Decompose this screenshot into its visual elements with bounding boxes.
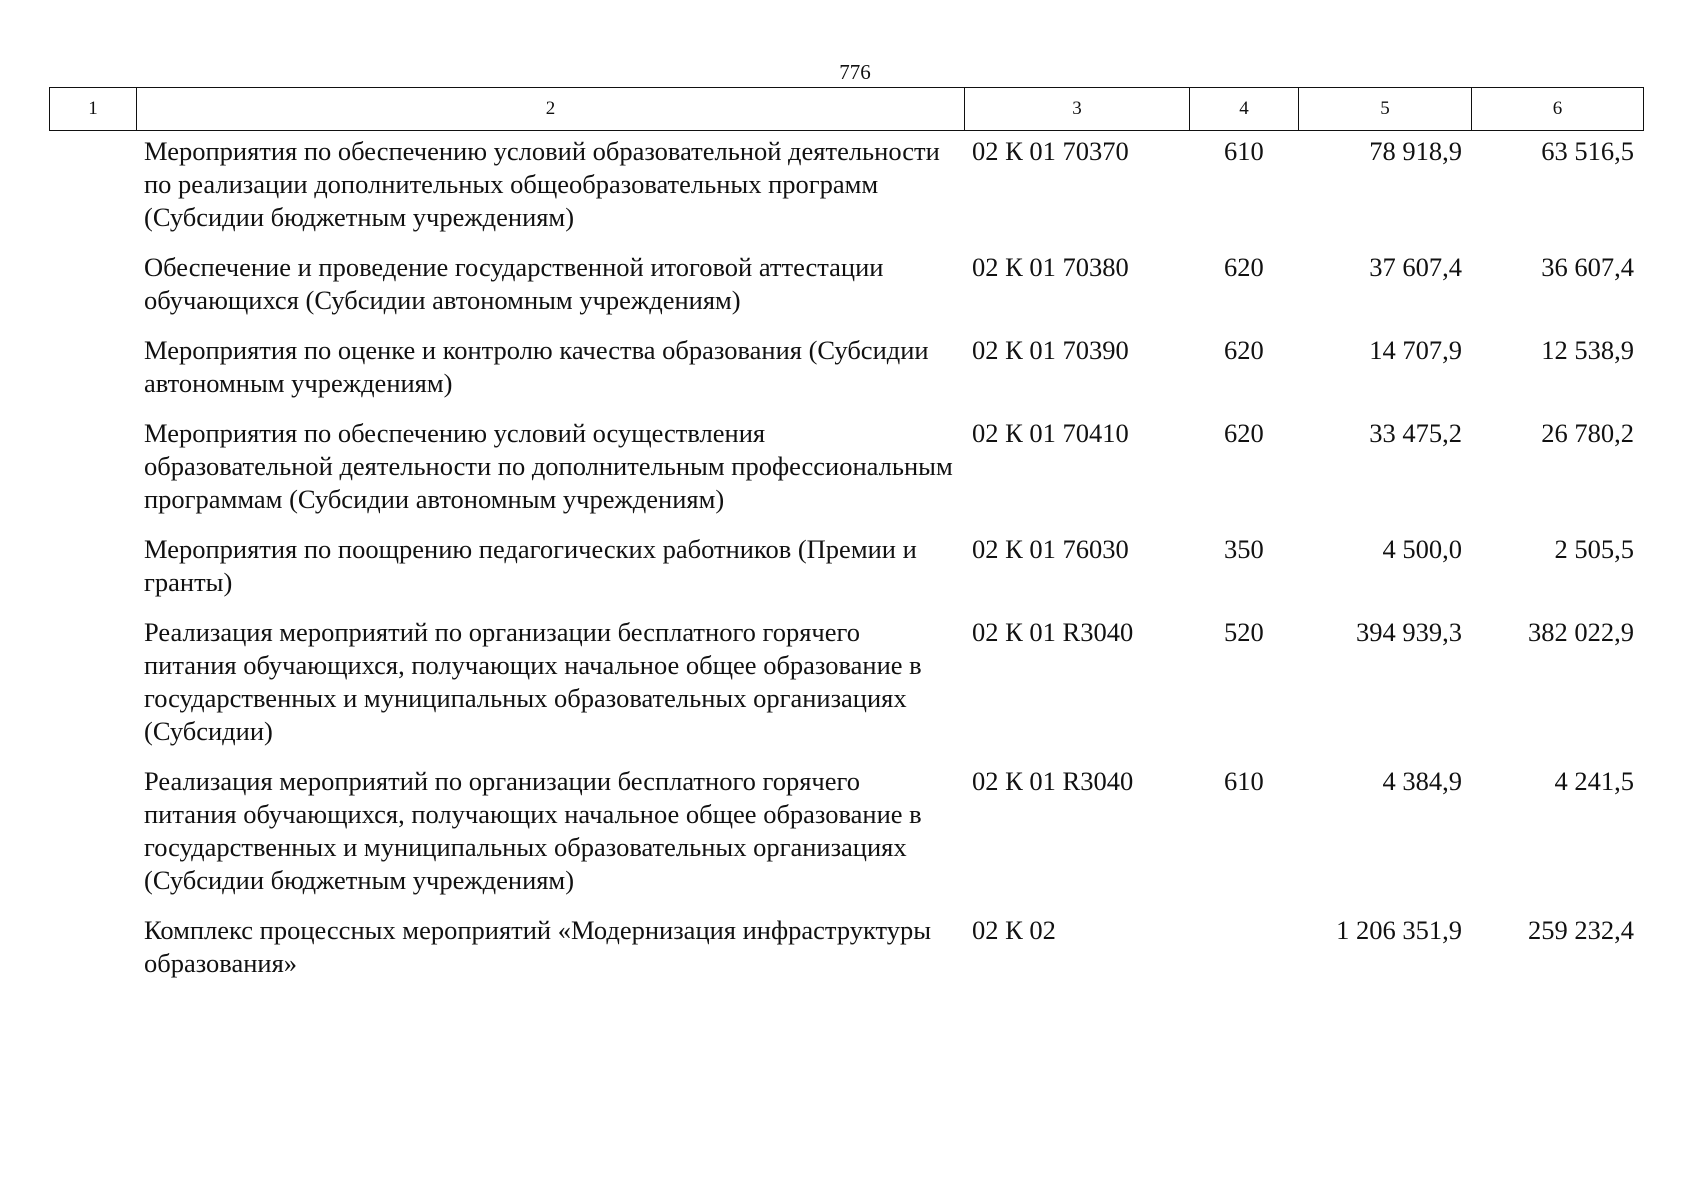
row-code: 02 К 01 76030 — [972, 534, 1129, 564]
column-header-row — [50, 88, 1644, 131]
column-header: 6 — [1472, 88, 1644, 131]
column-header-table — [49, 87, 1644, 131]
row-value-1: 37 607,4 — [1369, 252, 1462, 282]
row-code: 02 К 01 70370 — [972, 136, 1129, 166]
row-name: Мероприятия по оценке и контролю качества образования (Субсидии автономным учреждениям) — [144, 335, 929, 398]
row-value-2: 26 780,2 — [1541, 418, 1634, 448]
budget-table — [49, 135, 1643, 997]
row-value-1: 78 918,9 — [1369, 136, 1462, 166]
column-header: 5 — [1299, 88, 1472, 131]
table-row — [49, 765, 1643, 914]
row-value-2: 2 505,5 — [1554, 534, 1634, 564]
table-row — [49, 533, 1643, 616]
row-value-2: 382 022,9 — [1528, 617, 1634, 647]
row-name: Обеспечение и проведение государственной итоговой аттестации обучающихся (Субсидии автономным учреждениям) — [144, 252, 884, 315]
row-code: 02 К 01 70390 — [972, 335, 1129, 365]
row-value-1: 33 475,2 — [1369, 418, 1462, 448]
page-number: 776 — [839, 60, 871, 84]
row-type: 520 — [1224, 617, 1264, 647]
row-code: 02 К 02 — [972, 915, 1056, 945]
table-row — [49, 616, 1643, 765]
row-code: 02 К 01 70410 — [972, 418, 1129, 448]
row-type: 620 — [1224, 335, 1264, 365]
row-value-1: 1 206 351,9 — [1336, 915, 1462, 945]
row-value-2: 12 538,9 — [1541, 335, 1634, 365]
column-header: 4 — [1190, 88, 1299, 131]
row-type: 620 — [1224, 418, 1264, 448]
row-name: Мероприятия по поощрению педагогических работников (Премии и гранты) — [144, 534, 917, 597]
row-type: 610 — [1224, 766, 1264, 796]
row-type — [1189, 914, 1298, 997]
row-value-1: 4 384,9 — [1382, 766, 1462, 796]
row-value-2: 4 241,5 — [1554, 766, 1634, 796]
table-row — [49, 417, 1643, 533]
row-value-2: 36 607,4 — [1541, 252, 1634, 282]
column-header: 3 — [965, 88, 1190, 131]
column-header: 2 — [137, 88, 965, 131]
row-code: 02 К 01 70380 — [972, 252, 1129, 282]
row-type: 610 — [1224, 136, 1264, 166]
row-type: 620 — [1224, 252, 1264, 282]
row-code: 02 К 01 R3040 — [972, 617, 1134, 647]
row-name: Комплекс процессных мероприятий «Модернизация инфраструктуры образования» — [144, 915, 932, 978]
row-value-2: 259 232,4 — [1528, 915, 1634, 945]
row-value-2: 63 516,5 — [1541, 136, 1634, 166]
table-row — [49, 334, 1643, 417]
row-type: 350 — [1224, 534, 1264, 564]
row-value-1: 4 500,0 — [1382, 534, 1462, 564]
row-value-1: 394 939,3 — [1356, 617, 1462, 647]
row-name: Мероприятия по обеспечению условий образовательной деятельности по реализации дополнительных общеобразовательных программ (Субсидии бюджетным учреждениям) — [144, 136, 940, 232]
table-row — [49, 251, 1643, 334]
row-value-1: 14 707,9 — [1369, 335, 1462, 365]
table-row — [49, 135, 1643, 251]
row-name: Реализация мероприятий по организации бесплатного горячего питания обучающихся, получающих начальное общее образование в государственных и муниципальных образовательных организациях (Субсидии бюджетным учреждениям) — [144, 766, 922, 895]
row-name: Реализация мероприятий по организации бесплатного горячего питания обучающихся, получающих начальное общее образование в государственных и муниципальных образовательных организациях (Субсидии) — [144, 617, 922, 746]
row-code: 02 К 01 R3040 — [972, 766, 1134, 796]
row-name: Мероприятия по обеспечению условий осуществления образовательной деятельности по дополнительным профессиональным программам (Субсидии автономным учреждениям) — [144, 418, 953, 514]
table-row — [49, 914, 1643, 997]
column-header: 1 — [50, 88, 137, 131]
